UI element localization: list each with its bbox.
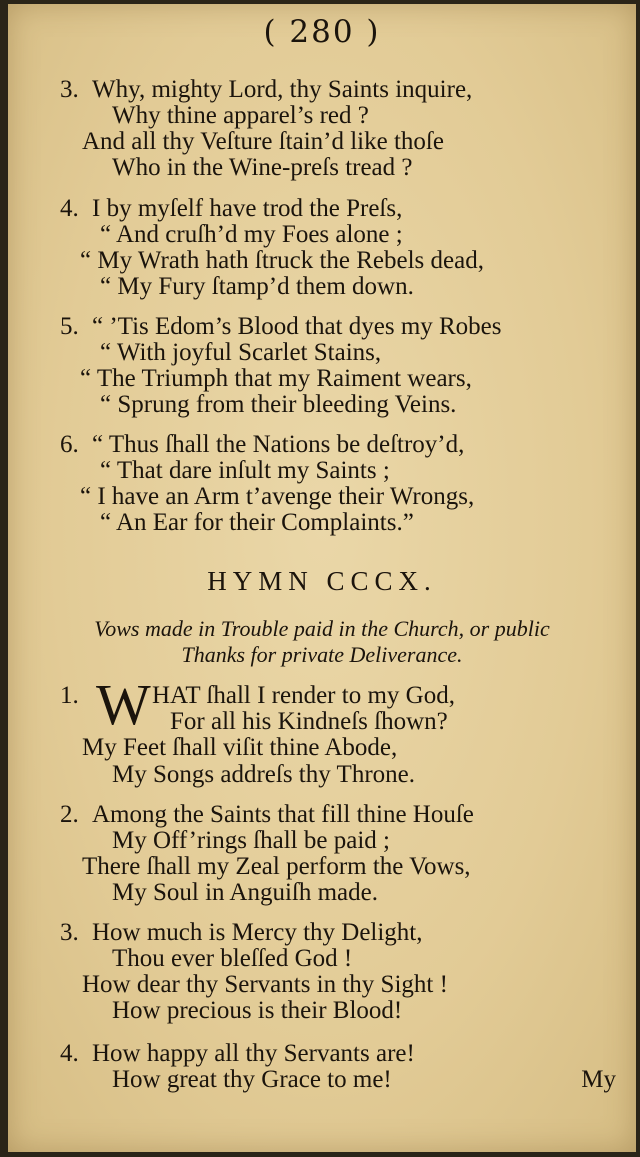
verse-line: “ ’Tis Edom’s Blood that dyes my Robes — [92, 313, 502, 340]
verse-line: My Off’rings ſhall be paid ; — [112, 827, 390, 854]
hymn-subtitle: Thanks for private Deliverance. — [181, 642, 463, 667]
verse-line: “ And cruſh’d my Foes alone ; — [100, 221, 403, 248]
verse-line: I by myſelf have trod the Preſs, — [92, 195, 403, 222]
hymn-subtitle: Vows made in Trouble paid in the Church, or public — [94, 616, 550, 641]
stanza-number: 3. — [60, 76, 79, 103]
verse-line: “ Sprung from their bleeding Veins. — [100, 391, 457, 418]
verse-line: Why thine apparel’s red ? — [112, 102, 369, 129]
verse-line: “ My Fury ſtamp’d them down. — [100, 273, 414, 300]
verse-line: How much is Mercy thy Delight, — [92, 919, 423, 946]
stanza-number: 6. — [60, 431, 79, 458]
verse-line: “ That dare inſult my Saints ; — [100, 457, 390, 484]
stanza-number: 5. — [60, 313, 79, 340]
verse-line: Thou ever bleſſed God ! — [112, 945, 353, 972]
verse-line: HAT ſhall I render to my God, — [152, 682, 455, 709]
stanza-number: 1. — [60, 682, 79, 709]
stanza-number: 3. — [60, 919, 79, 946]
verse-line: There ſhall my Zeal perform the Vows, — [82, 853, 471, 880]
verse-line: “ With joyful Scarlet Stains, — [100, 339, 382, 366]
verse-line: Who in the Wine-preſs tread ? — [112, 154, 413, 181]
verse-line: Why, mighty Lord, thy Saints inquire, — [92, 76, 473, 103]
verse-line: My Soul in Anguiſh made. — [112, 879, 378, 906]
verse-line: How great thy Grace to me! — [112, 1066, 392, 1093]
book-page — [8, 4, 636, 1152]
verse-line: How happy all thy Servants are! — [92, 1040, 415, 1067]
verse-line: And all thy Veſture ſtain’d like thoſe — [82, 128, 444, 155]
verse-line: My Feet ſhall viſit thine Abode, — [82, 734, 398, 761]
verse-line: How dear thy Servants in thy Sight ! — [82, 971, 448, 998]
stanza-number: 4. — [60, 1040, 79, 1067]
verse-line: For all his Kindneſs ſhown? — [170, 708, 448, 735]
drop-cap: W — [96, 672, 151, 737]
hymn-title: HYMN CCCX. — [207, 566, 437, 596]
verse-line: “ I have an Arm t’avenge their Wrongs, — [80, 483, 475, 510]
verse-line: “ Thus ſhall the Nations be deſtroy’d, — [92, 431, 465, 458]
stanza-number: 2. — [60, 801, 79, 828]
verse-line: “ The Triumph that my Raiment wears, — [80, 365, 472, 392]
catchword: My — [581, 1066, 616, 1093]
verse-line: “ An Ear for their Complaints.” — [100, 509, 414, 536]
verse-line: How precious is their Blood! — [112, 997, 403, 1024]
stanza-number: 4. — [60, 195, 79, 222]
verse-line: My Songs addreſs thy Throne. — [112, 761, 415, 788]
verse-line: “ My Wrath hath ſtruck the Rebels dead, — [80, 247, 484, 274]
verse-line: Among the Saints that fill thine Houſe — [92, 801, 474, 828]
page-number: ( 280 ) — [263, 14, 381, 50]
